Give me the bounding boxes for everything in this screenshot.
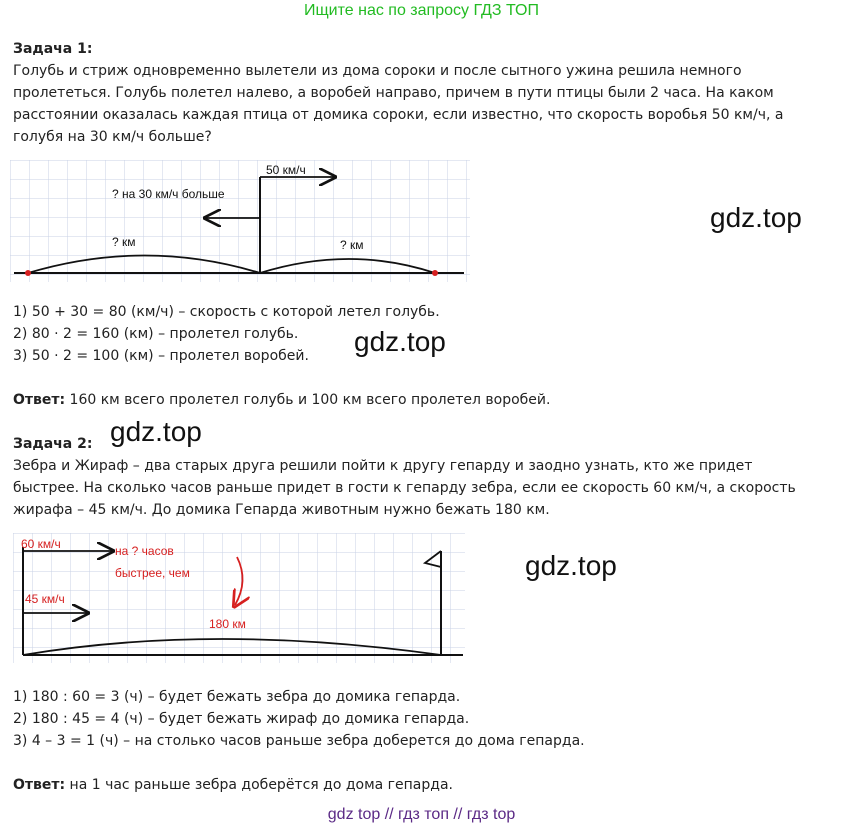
right-point bbox=[432, 270, 438, 276]
task2-text: Зебра и Жираф – два старых друга решили пойти к другу гепарду и заодно узнать, кто же придет быстрее. На сколько часов раньше придет в гости к гепарду зебра, если ее скорость 60 км/ч, а скорость жирафа – 45 км/ч. До домика Гепарда животным нужно бежать 180 км. bbox=[13, 458, 796, 518]
task2-step-2: 2) 180 : 45 = 4 (ч) – будет бежать жираф до домика гепарда. bbox=[13, 711, 470, 727]
task1-step-1: 1) 50 + 30 = 80 (км/ч) – скорость с которой летел голубь. bbox=[13, 304, 440, 320]
question-line-2: быстрее, чем bbox=[115, 566, 190, 580]
left-point bbox=[25, 270, 31, 276]
task1-step-2: 2) 80 · 2 = 160 (км) – пролетел голубь. bbox=[13, 326, 299, 342]
watermark: gdz.top bbox=[110, 416, 202, 447]
question-line-1: на ? часов bbox=[115, 544, 174, 558]
task1-text: Голубь и стриж одновременно вылетели из дома сороки и после сытного ужина решила немного пролететься. Голубь полетел налево, а воробей направо, причем в пути птицы были 2 часа. На каком расстоянии оказалась каждая птица от домика сороки, если известно, что скорость воробья 50 км/ч, а голубя на 30 км/ч больше? bbox=[13, 63, 784, 145]
task2-step-3: 3) 4 – 3 = 1 (ч) – на столько часов раньше зебра доберется до дома гепарда. bbox=[13, 733, 585, 749]
task1-answer bbox=[13, 389, 550, 411]
dist-left-label: ? км bbox=[112, 235, 136, 249]
watermark: gdz.top bbox=[525, 550, 617, 581]
header-banner[interactable]: Ищите нас по запросу ГДЗ ТОП bbox=[304, 2, 539, 19]
task1-step-3: 3) 50 · 2 = 100 (км) – пролетел воробей. bbox=[13, 348, 309, 364]
distance-label: 180 км bbox=[209, 617, 246, 631]
zebra-speed-label: 60 км/ч bbox=[21, 537, 61, 551]
task2-answer bbox=[13, 774, 453, 796]
watermark: gdz.top bbox=[710, 202, 802, 233]
answer-label: Ответ: bbox=[13, 392, 66, 408]
task1-title: Задача 1: bbox=[13, 41, 93, 57]
task1-diagram bbox=[10, 160, 470, 282]
answer-label: Ответ: bbox=[13, 777, 66, 793]
answer-text: 160 км всего пролетел голубь и 100 км всего пролетел воробей. bbox=[65, 392, 551, 408]
task2-title: Задача 2: bbox=[13, 436, 93, 452]
answer-text: на 1 час раньше зебра доберётся до дома гепарда. bbox=[65, 777, 453, 793]
task2-step-1: 1) 180 : 60 = 3 (ч) – будет бежать зебра до домика гепарда. bbox=[13, 689, 461, 705]
speed-right-label: 50 км/ч bbox=[266, 163, 306, 177]
footer-links[interactable]: gdz top // гдз топ // гдз top bbox=[327, 806, 516, 823]
dist-right-label: ? км bbox=[340, 238, 364, 252]
speed-left-label: ? на 30 км/ч больше bbox=[112, 187, 225, 201]
task2-diagram bbox=[13, 533, 465, 663]
watermark: gdz.top bbox=[354, 326, 446, 357]
giraffe-speed-label: 45 км/ч bbox=[25, 592, 65, 606]
